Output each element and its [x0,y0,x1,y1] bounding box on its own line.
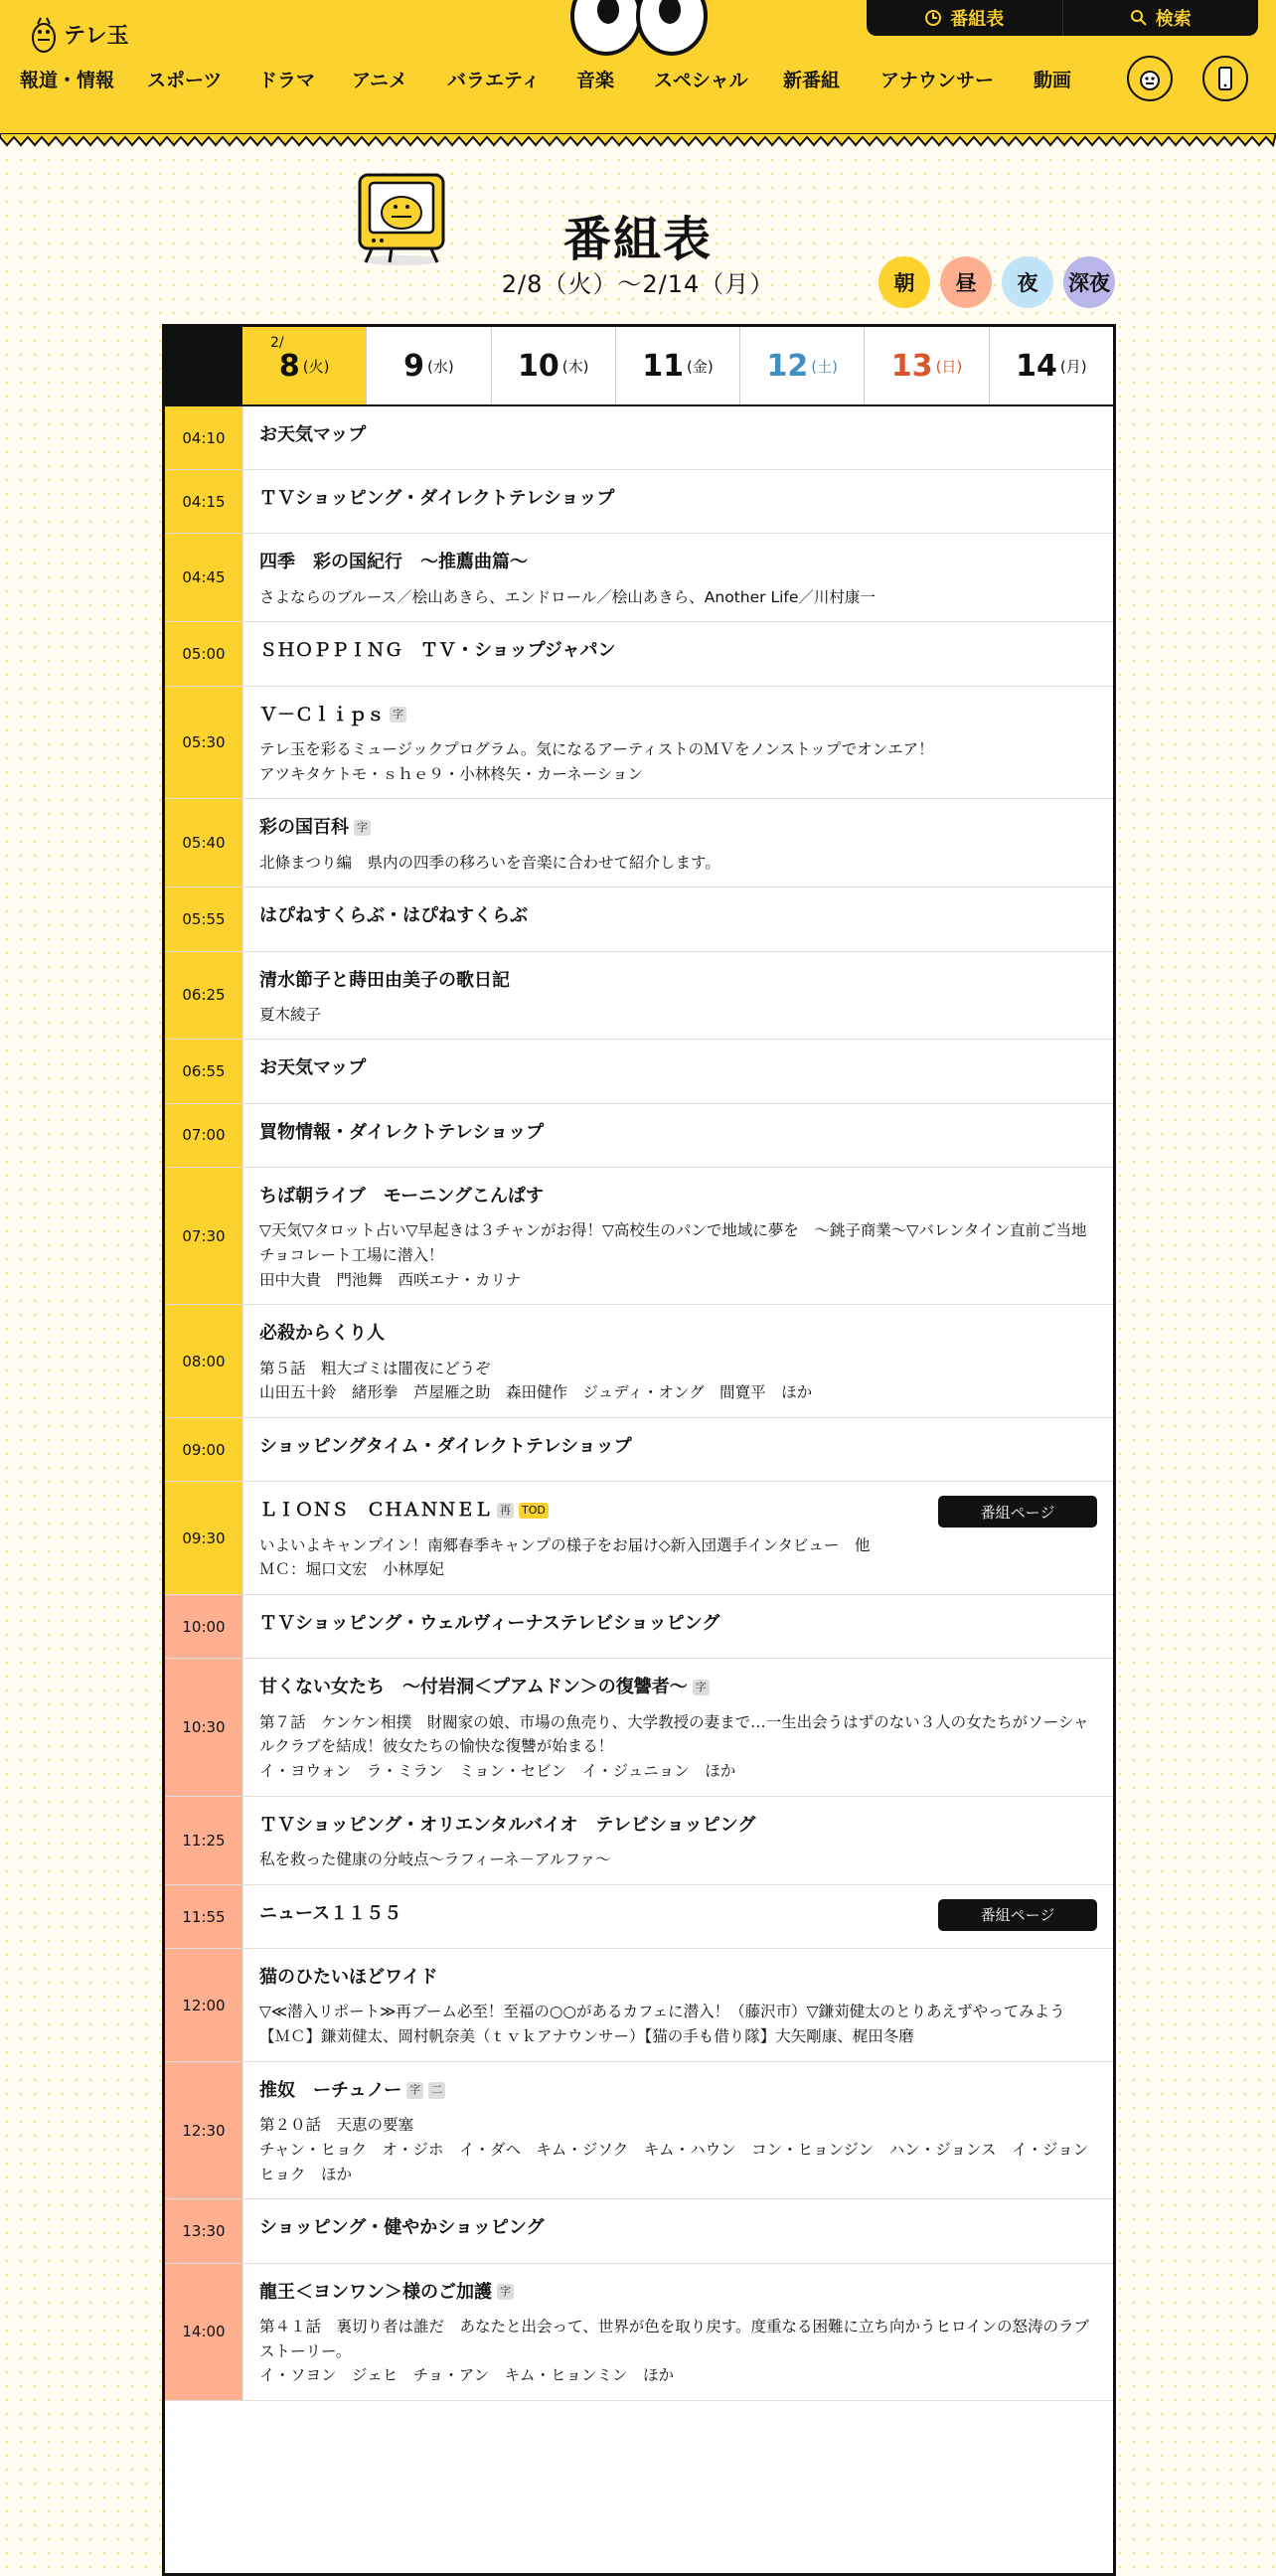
day-tab-weekday: (金) [687,357,714,376]
program-badge: 字 [390,707,406,723]
program-title-link[interactable] [259,2078,1097,2103]
search-button[interactable] [1062,0,1259,36]
program-title: 龍王＜ヨンワン＞様のご加護 [259,2281,492,2303]
program-badge: 字 [497,2284,514,2300]
program-start-time: 04:10 [165,406,243,469]
program-description: 第７話 ケンケン相撲 財閥家の娘、市場の魚売り、大学教授の妻まで…一生出会うはずのない３人の女たちがソーシャルクラブを結成！彼女たちの愉快な復讐が始まる！ イ・ヨウォン ラ・ミラン ミョン・セビン イ・ジュニョン ほか [259,1712,1089,1781]
program-start-time: 14:00 [165,2264,243,2401]
program-row [165,952,1113,1041]
magnifier-icon [1130,9,1148,27]
program-title: お天気マップ [259,1057,367,1079]
program-body [243,687,1113,799]
program-title: ショッピング・健やかショッピング [259,2217,545,2239]
day-tab-weekday: (木) [561,357,589,376]
day-header-corner [165,327,242,404]
mascot-logo-icon [30,14,58,54]
program-title-link[interactable] [259,1611,1097,1636]
program-badge: 字 [406,2082,423,2098]
nav-item-variety[interactable]: バラエティ [447,70,541,91]
program-title-link[interactable] [259,1184,1097,1208]
program-body [243,1885,1113,1948]
program-title: 彩の国百科 [259,817,349,839]
program-title: ニュース１１５５ [259,1902,402,1924]
time-of-day-morning-button[interactable] [878,256,930,308]
program-row [165,687,1113,800]
time-of-day-noon-label: 昼 [955,271,977,295]
program-body [243,799,1113,886]
program-title-link[interactable] [259,1321,1097,1346]
program-description: 私を救った健康の分岐点～ラフィーネ－アルファ～ [259,1851,611,1869]
program-description: 北條まつり編 県内の四季の移ろいを音楽に合わせて紹介します。 [259,853,720,872]
program-start-time: 10:00 [165,1595,243,1658]
program-description: 夏木綾子 [259,1005,322,1024]
program-start-time: 13:30 [165,2199,243,2262]
program-row [165,1305,1113,1418]
site-header [0,0,1276,139]
day-tab-weekday: (月) [1059,357,1087,376]
program-row [165,406,1113,470]
time-of-day-morning-label: 朝 [893,271,915,295]
nav-item-music[interactable]: 音楽 [576,70,615,91]
program-start-time: 04:45 [165,534,243,621]
program-badge: TOD [519,1503,549,1519]
program-start-time: 06:25 [165,952,243,1040]
program-start-time: 12:00 [165,1949,243,2061]
program-title: 必殺からくり人 [259,1323,385,1345]
search-button-label: 検索 [1155,9,1192,30]
mascot-link-button[interactable] [1127,56,1173,101]
day-tab-date: 8 [278,348,300,384]
program-start-time: 12:30 [165,2062,243,2199]
program-description: いよいよキャンプイン！南郷春季キャンプの様子をお届け◇新入団選手インタビュー 他 ＭＣ：堀口文宏 小林厚妃 [259,1535,871,1579]
day-tab-weekday: (水) [427,357,454,376]
site-logo[interactable] [30,14,129,54]
day-tab[interactable] [989,327,1113,404]
program-description: ▽≪潜入リポート≫再ブーム必至！至福の○○があるカフェに潜入！（藤沢市）▽鎌苅健太のとりあえずやってみよう【ＭＣ】鎌苅健太、岡村帆奈美（ｔｖｋアナウンサー）【猫の手も借り隊】大矢剛康、梶田冬磨 [259,2003,1065,2046]
program-title: 推奴 ーチュノー [259,2079,402,2101]
program-title: 甘くない女たち ～付岩洞＜プアムドン＞の復讐者～ [259,1677,688,1698]
program-body [243,534,1113,621]
day-tab[interactable] [366,327,490,404]
program-start-time: 08:00 [165,1305,243,1417]
mascot-face-icon [1137,66,1163,91]
program-title: 猫のひたいほどワイド [259,1967,438,1989]
day-tab-month: 2/ [270,335,284,351]
program-start-time: 05:00 [165,622,243,685]
program-title-link[interactable] [259,1965,1097,1990]
program-row [165,1482,1113,1595]
program-title-link[interactable] [259,486,1097,511]
program-body [243,1797,1113,1884]
program-body [243,2199,1113,2262]
program-description: ▽天気▽タロット占い▽早起きは３チャンがお得！▽高校生のパンで地域に夢を ～銚子商業～▽バレンタイン直前ご当地チョコレート工場に潜入！ 田中大貴 門池舞 西咲エナ・カリナ [259,1221,1087,1289]
day-tab-date: 10 [517,348,559,384]
program-body [243,1305,1113,1417]
day-tab-date: 13 [890,348,933,384]
logo-text: テレ玉 [64,23,129,49]
page-title: 番組表 [562,212,713,267]
program-title-link[interactable] [259,2215,1097,2240]
program-title-link[interactable] [259,1675,1097,1699]
day-header-row [165,327,1113,406]
program-body [243,1595,1113,1658]
day-tab[interactable] [615,327,739,404]
schedule-button-label: 番組表 [950,9,1005,30]
program-title: 買物情報・ダイレクトテレショップ [259,1121,545,1143]
program-page-button[interactable]: 番組ページ [938,1899,1097,1931]
program-title-link[interactable] [259,1434,1097,1459]
program-row [165,1885,1113,1949]
program-list [165,406,1113,2401]
day-tab-date: 14 [1016,348,1057,384]
program-start-time: 11:55 [165,1885,243,1948]
program-body [243,1659,1113,1796]
date-range: 2/8（火）〜2/14（月） [501,270,775,298]
program-title: お天気マップ [259,424,367,445]
program-body [243,1040,1113,1102]
time-of-day-late-night-button[interactable] [1063,256,1115,308]
program-row [165,1659,1113,1797]
day-tab[interactable] [864,327,988,404]
program-body [243,470,1113,533]
day-tab-date: 12 [766,348,809,384]
program-start-time: 09:30 [165,1482,243,1594]
program-row [165,1168,1113,1306]
program-body [243,622,1113,685]
program-title: ちば朝ライブ モーニングこんぱす [259,1185,544,1207]
program-start-time: 10:30 [165,1659,243,1796]
nav-item-sports[interactable]: スポーツ [147,70,223,91]
nav-item-new-programs[interactable]: 新番組 [783,70,841,91]
program-start-time: 05:55 [165,887,243,950]
nav-item-news[interactable]: 報道・情報 [20,70,115,91]
day-tab-date: 11 [642,348,684,384]
program-badge: 字 [354,820,371,836]
program-title: 清水節子と蒔田由美子の歌日記 [259,969,510,991]
header-zigzag-edge [0,133,1276,147]
program-title-link[interactable] [259,422,1097,447]
time-of-day-night-label: 夜 [1017,271,1038,295]
program-row [165,1595,1113,1659]
program-body [243,1418,1113,1481]
program-page-button[interactable]: 番組ページ [938,1496,1097,1528]
program-title: ショッピングタイム・ダイレクトテレショップ [259,1436,632,1458]
program-row [165,1949,1113,2062]
program-title-link[interactable] [259,2280,1097,2305]
program-row [165,534,1113,622]
program-body [243,1104,1113,1167]
program-description: 第２０話 天恵の要塞 チャン・ヒョク オ・ジホ イ・ダヘ キム・ジソク キム・ハウン コン・ヒョンジン ハン・ジョンス イ・ジョンヒョク ほか [259,2116,1089,2183]
program-start-time: 04:15 [165,470,243,533]
program-title: Ｖ－Ｃｌｉｐｓ [259,704,385,725]
program-start-time: 05:40 [165,799,243,886]
smartphone-icon [1214,66,1236,91]
program-title-link[interactable] [259,1813,1097,1838]
program-title: ＴＶショッピング・ダイレクトテレショップ [259,488,615,510]
time-of-day-late-night-label: 深夜 [1068,271,1110,295]
program-start-time: 06:55 [165,1040,243,1102]
program-body [243,952,1113,1040]
program-description: テレ玉を彩るミュージックプログラム。気になるアーティストのＭＶをノンストップでオンエア！ アツキタケトモ・ｓｈｅ９・小林柊矢・カーネーション [259,739,934,783]
program-row [165,1040,1113,1103]
nav-item-anime[interactable]: アニメ [352,70,408,91]
time-of-day-noon-button[interactable] [940,256,992,308]
nav-item-videos[interactable]: 動画 [1034,70,1072,91]
day-tab[interactable] [491,327,615,404]
program-title-link[interactable] [259,550,1097,574]
day-tab-weekday: (火) [302,357,330,376]
mascot-eyes-icon [564,0,714,66]
program-start-time: 09:00 [165,1418,243,1481]
program-body [243,2062,1113,2199]
program-description: 第４１話 裏切り者は誰だ あなたと出会って、世界が色を取り戻す。度重なる困難に立ち向かうヒロインの怒涛のラブストーリー。 イ・ソヨン ジェヒ チョ・アン キム・ヒョンミン ほか [259,2317,1089,2385]
program-start-time: 07:30 [165,1168,243,1305]
program-row [165,470,1113,534]
day-tab-date: 9 [403,348,424,384]
program-title: はぴねすくらぶ・はぴねすくらぶ [259,905,528,927]
program-title: ＳＨＯＰＰＩＮＧ ＴＶ・ショップジャパン [259,640,616,662]
program-title-link[interactable] [259,1055,1097,1080]
program-title: 四季 彩の国紀行 ～推薦曲篇～ [259,552,528,573]
program-description: 第５話 粗大ゴミは闇夜にどうぞ 山田五十鈴 緒形拳 芦屋雁之助 森田健作 ジュディ・オング 間寛平 ほか [259,1359,813,1402]
nav-item-special[interactable]: スペシャル [654,70,748,91]
top-buttons [867,0,1258,36]
program-title-link[interactable] [259,1120,1097,1145]
nav-item-announcers[interactable]: アナウンサー [880,70,995,91]
program-title: ＬＩＯＮＳ ＣＨＡＮＮＥＬ [259,1500,492,1522]
day-tab[interactable] [242,327,366,404]
nav-item-drama[interactable]: ドラマ [258,70,316,91]
program-badge: 字 [693,1680,710,1695]
program-start-time: 07:00 [165,1104,243,1167]
program-badge: 二 [428,2082,445,2098]
program-body [243,1949,1113,2061]
program-body [243,1168,1113,1305]
program-row [165,799,1113,887]
main-nav [20,66,1093,92]
program-body [243,887,1113,950]
program-description: さよならのブルース／桧山あきら、エンドロール／桧山あきら、Another Life／川村康一 [259,587,876,606]
program-row [165,1418,1113,1482]
program-title-link[interactable] [259,903,1097,928]
program-badge: 再 [497,1503,514,1519]
program-start-time: 11:25 [165,1797,243,1884]
program-body [243,2264,1113,2401]
program-row [165,887,1113,951]
schedule-button[interactable] [867,0,1062,36]
program-row [165,2062,1113,2200]
program-row [165,1104,1113,1168]
time-of-day-night-button[interactable] [1002,256,1053,308]
program-title-link[interactable] [259,815,1097,840]
program-title-link[interactable] [259,638,1097,663]
program-title-link[interactable] [259,968,1097,993]
day-tab[interactable] [739,327,864,404]
program-row [165,2264,1113,2402]
program-body [243,1482,1113,1594]
program-row [165,1797,1113,1885]
program-title: ＴＶショッピング・ウェルヴィーナステレビショッピング [259,1613,720,1635]
day-tab-weekday: (土) [811,357,838,376]
program-row [165,622,1113,686]
clock-icon [924,9,942,27]
program-title: ＴＶショッピング・オリエンタルバイオ テレビショッピング [259,1814,756,1836]
program-body [243,406,1113,469]
app-link-button[interactable] [1202,56,1248,101]
program-row [165,2199,1113,2263]
program-start-time: 05:30 [165,687,243,799]
day-tab-weekday: (日) [935,357,963,376]
schedule-table [162,324,1116,2576]
program-title-link[interactable] [259,703,1097,727]
